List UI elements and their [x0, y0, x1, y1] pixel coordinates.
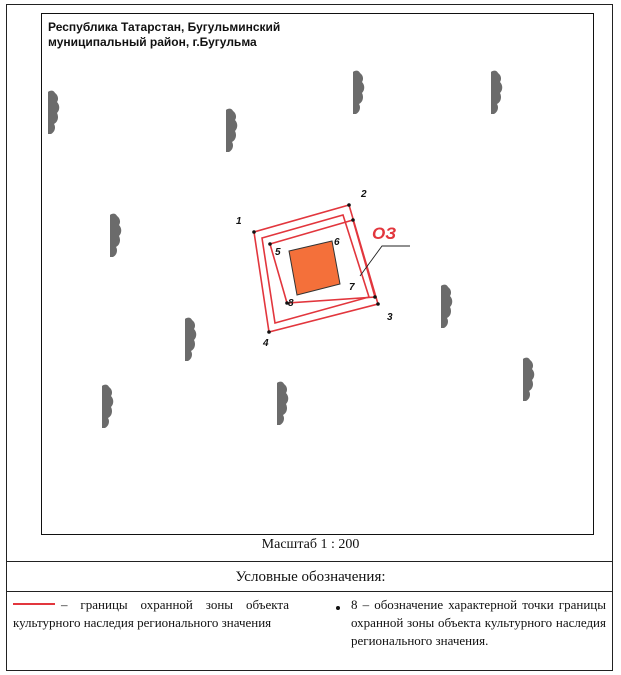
tree-icon — [491, 71, 502, 114]
point-1-marker — [252, 230, 256, 234]
tree-icon — [353, 71, 364, 114]
map-area — [41, 13, 594, 535]
point-6-marker — [351, 218, 355, 222]
scale-caption: Масштаб 1 : 200 — [261, 537, 360, 552]
zone-label: ОЗ — [372, 224, 397, 243]
point-5-marker — [268, 242, 272, 246]
tree-icon — [110, 214, 121, 257]
point-label-2: 2 — [361, 189, 367, 200]
point-label-6: 6 — [334, 237, 340, 248]
tree-icon — [185, 318, 196, 361]
tree-icon — [102, 385, 113, 428]
point-label-1: 1 — [236, 216, 242, 227]
tree-icon — [523, 358, 534, 401]
point-label-3: 3 — [387, 312, 393, 323]
tree-icon — [48, 91, 59, 134]
point-label-5: 5 — [275, 247, 281, 258]
legend-line-text: – границы охранной зоны объекта культурного наследия регионального значения — [13, 597, 289, 630]
point-label-7: 7 — [349, 282, 355, 293]
legend-point-text: 8 – обозначение характерной точки границы охранной зоны объекта культурного наследия регионального значения. — [351, 597, 606, 648]
divider — [7, 561, 612, 562]
tree-icon — [277, 382, 288, 425]
point-label-4: 4 — [263, 338, 269, 349]
legend-title: Условные обозначения: — [235, 569, 386, 585]
divider — [7, 591, 612, 592]
tree-icon — [441, 285, 452, 328]
point-7-marker — [373, 295, 377, 299]
map-drawing — [42, 14, 595, 536]
tree-icon — [226, 109, 237, 152]
heritage-object — [289, 241, 340, 295]
point-2-marker — [347, 203, 351, 207]
map-title: Республика Татарстан, Бугульминский муниципальный район, г.Бугульма — [48, 20, 281, 49]
document-frame — [6, 4, 613, 671]
point-3-marker — [376, 302, 380, 306]
point-4-marker — [267, 330, 271, 334]
point-label-8: 8 — [288, 298, 294, 309]
legend-point-dot — [336, 606, 340, 610]
